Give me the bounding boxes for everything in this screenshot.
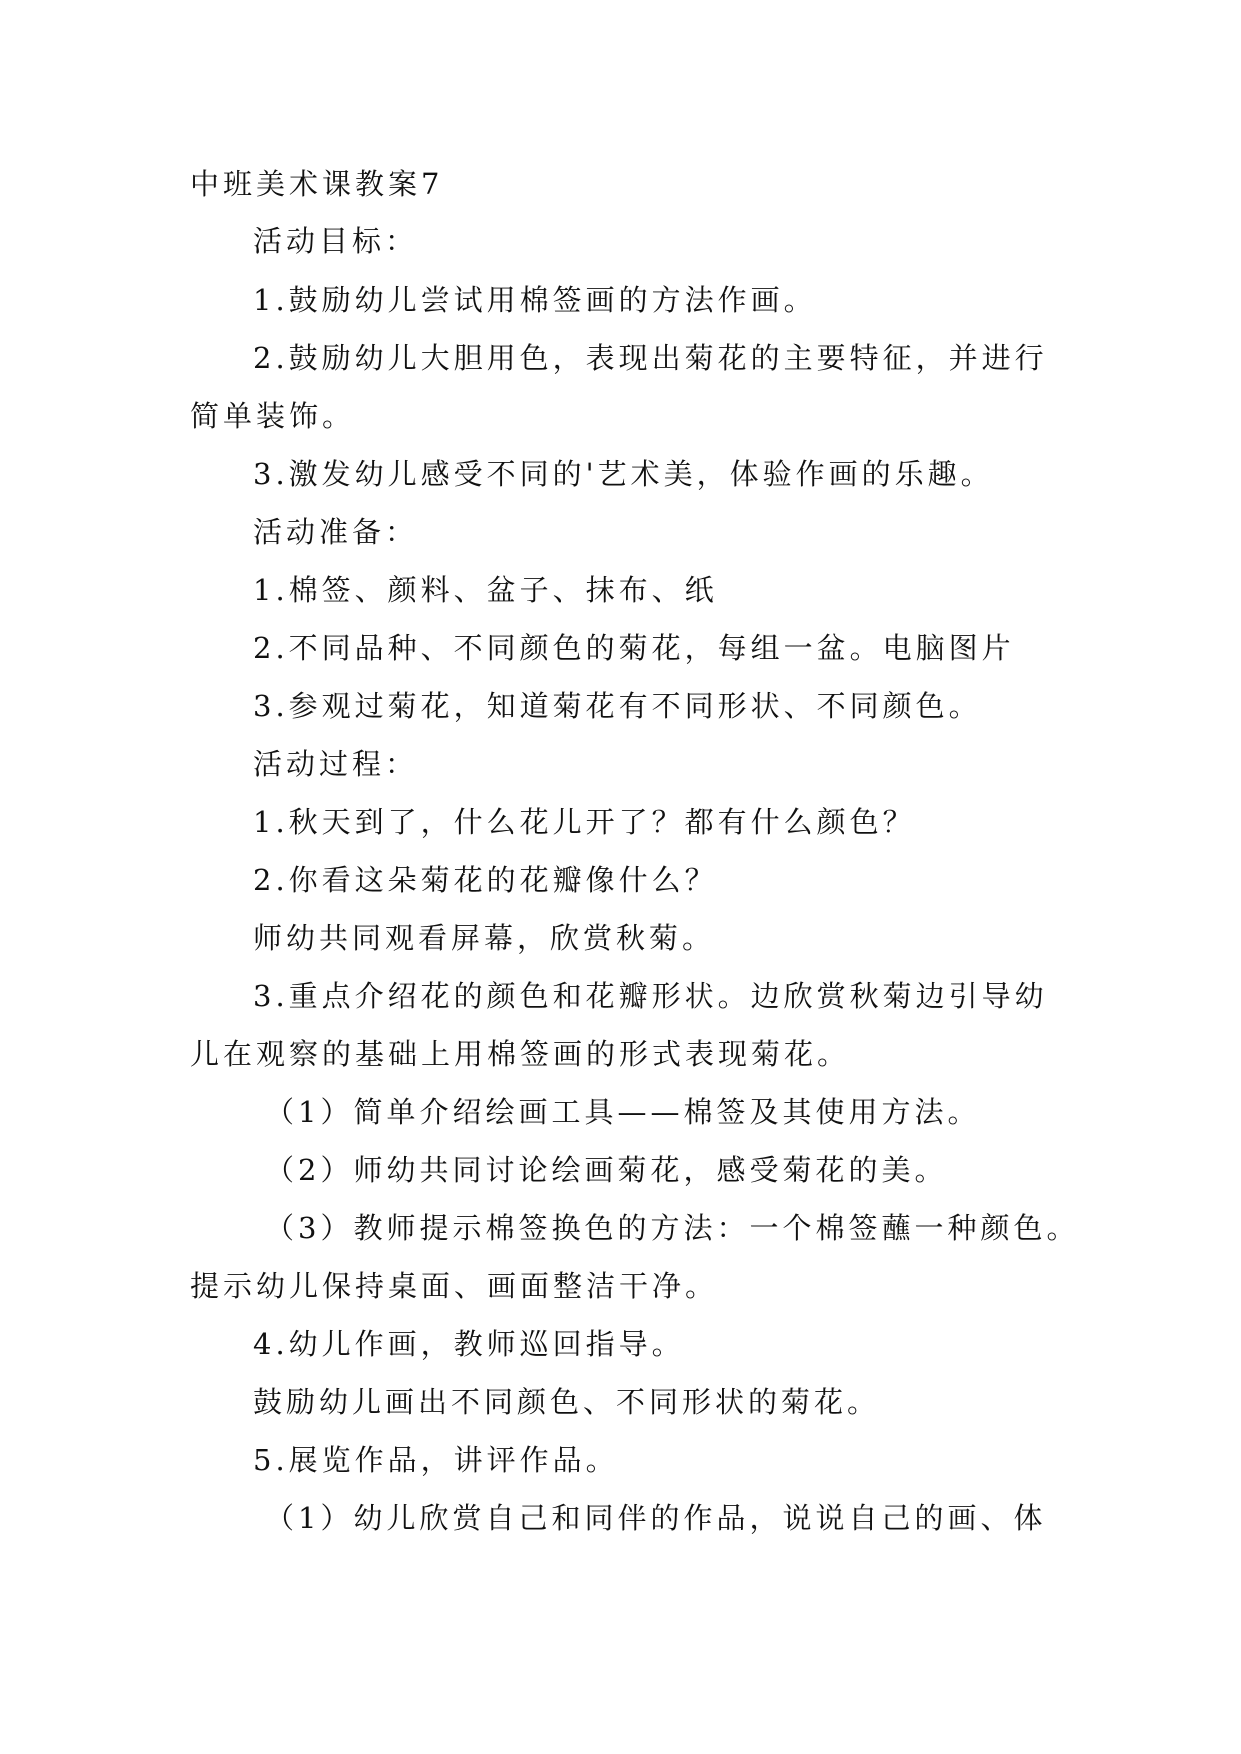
text-line: 提示幼儿保持桌面、画面整洁干净。 [190,1269,719,1303]
text-line: 1.秋天到了，什么花儿开了？都有什么颜色？ [253,805,916,839]
text-line: 3.参观过菊花，知道菊花有不同形状、不同颜色。 [253,689,982,723]
text-line: 3.重点介绍花的颜色和花瓣形状。边欣赏秋菊边引导幼 [253,979,1048,1013]
text-line: 儿在观察的基础上用棉签画的形式表现菊花。 [190,1037,851,1071]
text-line: （1）幼儿欣赏自己和同伴的作品，说说自己的画、体 [265,1501,1047,1535]
section-heading-preparation: 活动准备： [253,515,419,549]
section-heading-process: 活动过程： [253,747,419,781]
text-line: 简单装饰。 [190,399,356,433]
text-line: 1.棉签、颜料、盆子、抹布、纸 [253,573,718,607]
text-line: 2.你看这朵菊花的花瓣像什么？ [253,863,718,897]
text-line: 师幼共同观看屏幕，欣赏秋菊。 [253,921,716,955]
text-line: 4.幼儿作画，教师巡回指导。 [253,1327,685,1361]
text-line: （2）师幼共同讨论绘画菊花，感受菊花的美。 [265,1153,948,1187]
text-line: 1.鼓励幼儿尝试用棉签画的方法作画。 [253,283,817,317]
text-line: 鼓励幼儿画出不同颜色、不同形状的菊花。 [253,1385,881,1419]
document-title: 中班美术课教案7 [190,167,444,201]
text-line: 2.鼓励幼儿大胆用色，表现出菊花的主要特征，并进行 [253,341,1048,375]
text-line: 5.展览作品，讲评作品。 [253,1443,619,1477]
text-line: （1）简单介绍绘画工具——棉签及其使用方法。 [265,1095,981,1129]
text-line: 2.不同品种、不同颜色的菊花，每组一盆。电脑图片 [253,631,1015,665]
section-heading-goals: 活动目标： [253,224,419,258]
text-line: （3）教师提示棉签换色的方法：一个棉签蘸一种颜色。 [265,1211,1080,1245]
text-line: 3.激发幼儿感受不同的'艺术美，体验作画的乐趣。 [253,457,994,491]
